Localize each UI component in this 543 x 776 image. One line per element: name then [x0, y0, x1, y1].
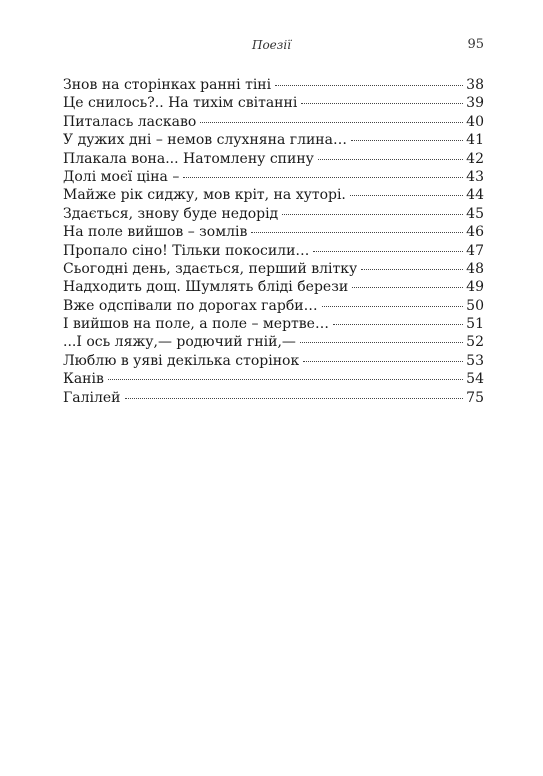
toc-entry-page: 45: [466, 205, 484, 222]
toc-dot-leader: [300, 341, 463, 343]
toc-entry: [63, 131, 484, 149]
toc-entry-page: 38: [466, 77, 484, 93]
toc-dot-leader: [275, 84, 463, 86]
toc-dot-leader: [318, 158, 463, 160]
toc-dot-leader: [352, 286, 463, 288]
toc-entry: [63, 370, 484, 388]
toc-entry: [63, 315, 484, 333]
toc-entry-page: 51: [466, 316, 484, 333]
toc-entry-title: У дужих дні – немов слухняна глина…: [63, 132, 347, 149]
toc-dot-leader: [322, 305, 464, 307]
toc-entry-title: Здається, знову буде недорід: [63, 205, 279, 222]
toc-entry-title: І вийшов на поле, а поле – мертве…: [63, 316, 329, 333]
toc-entry-title: Надходить дощ. Шумлять бліді берези: [63, 279, 349, 296]
toc-entry-title: Канів: [63, 371, 104, 388]
toc-entry: [63, 168, 484, 186]
toc-entry-title: Пропало сіно! Тільки покосили…: [63, 242, 310, 259]
toc-entry-title: На поле вийшов – зомлів: [63, 224, 248, 241]
toc-entry: [63, 150, 484, 168]
toc-dot-leader: [251, 231, 463, 233]
toc-entry-page: 41: [466, 132, 484, 149]
toc-entry: [63, 260, 484, 278]
toc-entry: [63, 76, 484, 94]
toc-dot-leader: [303, 360, 463, 362]
toc-entry-page: 75: [466, 389, 484, 406]
toc-dot-leader: [125, 397, 464, 399]
toc-entry-page: 47: [466, 242, 484, 259]
toc-entry-title: ...І ось ляжу,— родючий гній,—: [63, 334, 296, 351]
toc-entry: [63, 94, 484, 112]
toc-entry: [63, 333, 484, 351]
toc-entry-page: 46: [466, 224, 484, 241]
toc-entry-title: Вже одспівали по дорогах гарби…: [63, 297, 318, 314]
toc-entry-title: Майже рік сиджу, мов кріт, на хуторі.: [63, 187, 346, 204]
toc-dot-leader: [282, 213, 463, 215]
toc-entry: [63, 205, 484, 223]
toc-dot-leader: [183, 176, 463, 178]
toc-entry-title: Плакала вона... Натомлену спину: [63, 150, 314, 167]
toc-entry: [63, 352, 484, 370]
toc-entry-title: Сьогодні день, здається, перший влітку: [63, 260, 358, 277]
toc-entry-page: 42: [466, 150, 484, 167]
toc-dot-leader: [301, 102, 463, 104]
toc-entry-title: Питалась ласкаво: [63, 113, 197, 130]
toc-entry-page: 50: [466, 297, 484, 314]
toc-entry: [63, 223, 484, 241]
toc-dot-leader: [313, 250, 463, 252]
toc-entry: [63, 186, 484, 204]
toc-entry-title: Галілей: [63, 389, 121, 406]
toc-entry-page: 43: [466, 168, 484, 185]
toc-dot-leader: [333, 323, 463, 325]
toc-entry-title: Люблю в уяві декілька сторінок: [63, 352, 300, 369]
toc-entry-title: Долі моєї ціна –: [63, 168, 180, 185]
toc-entry-page: 40: [466, 113, 484, 130]
running-header-title: Поезії: [251, 38, 291, 52]
toc-entry: [63, 242, 484, 260]
toc-entry: [63, 113, 484, 131]
toc-entry-page: 49: [466, 279, 484, 296]
toc-dot-leader: [351, 139, 463, 141]
toc-entry-title: Знов на сторінках ранні тіні: [63, 77, 272, 93]
toc-entry-title: Це снилось?.. На тихім світанні: [63, 95, 298, 112]
toc-dot-leader: [108, 378, 463, 380]
toc-entry: [63, 278, 484, 296]
toc-entry-page: 54: [466, 371, 484, 388]
toc-entry-page: 53: [466, 352, 484, 369]
toc-entry-page: 52: [466, 334, 484, 351]
table-of-contents: [63, 76, 484, 407]
toc-dot-leader: [200, 121, 463, 123]
toc-entry-page: 39: [466, 95, 484, 112]
toc-entry-page: 48: [466, 260, 484, 277]
toc-dot-leader: [361, 268, 463, 270]
toc-dot-leader: [350, 194, 463, 196]
toc-entry: [63, 389, 484, 407]
toc-entry-page: 44: [466, 187, 484, 204]
toc-entry: [63, 297, 484, 315]
page-number: 95: [467, 37, 484, 52]
